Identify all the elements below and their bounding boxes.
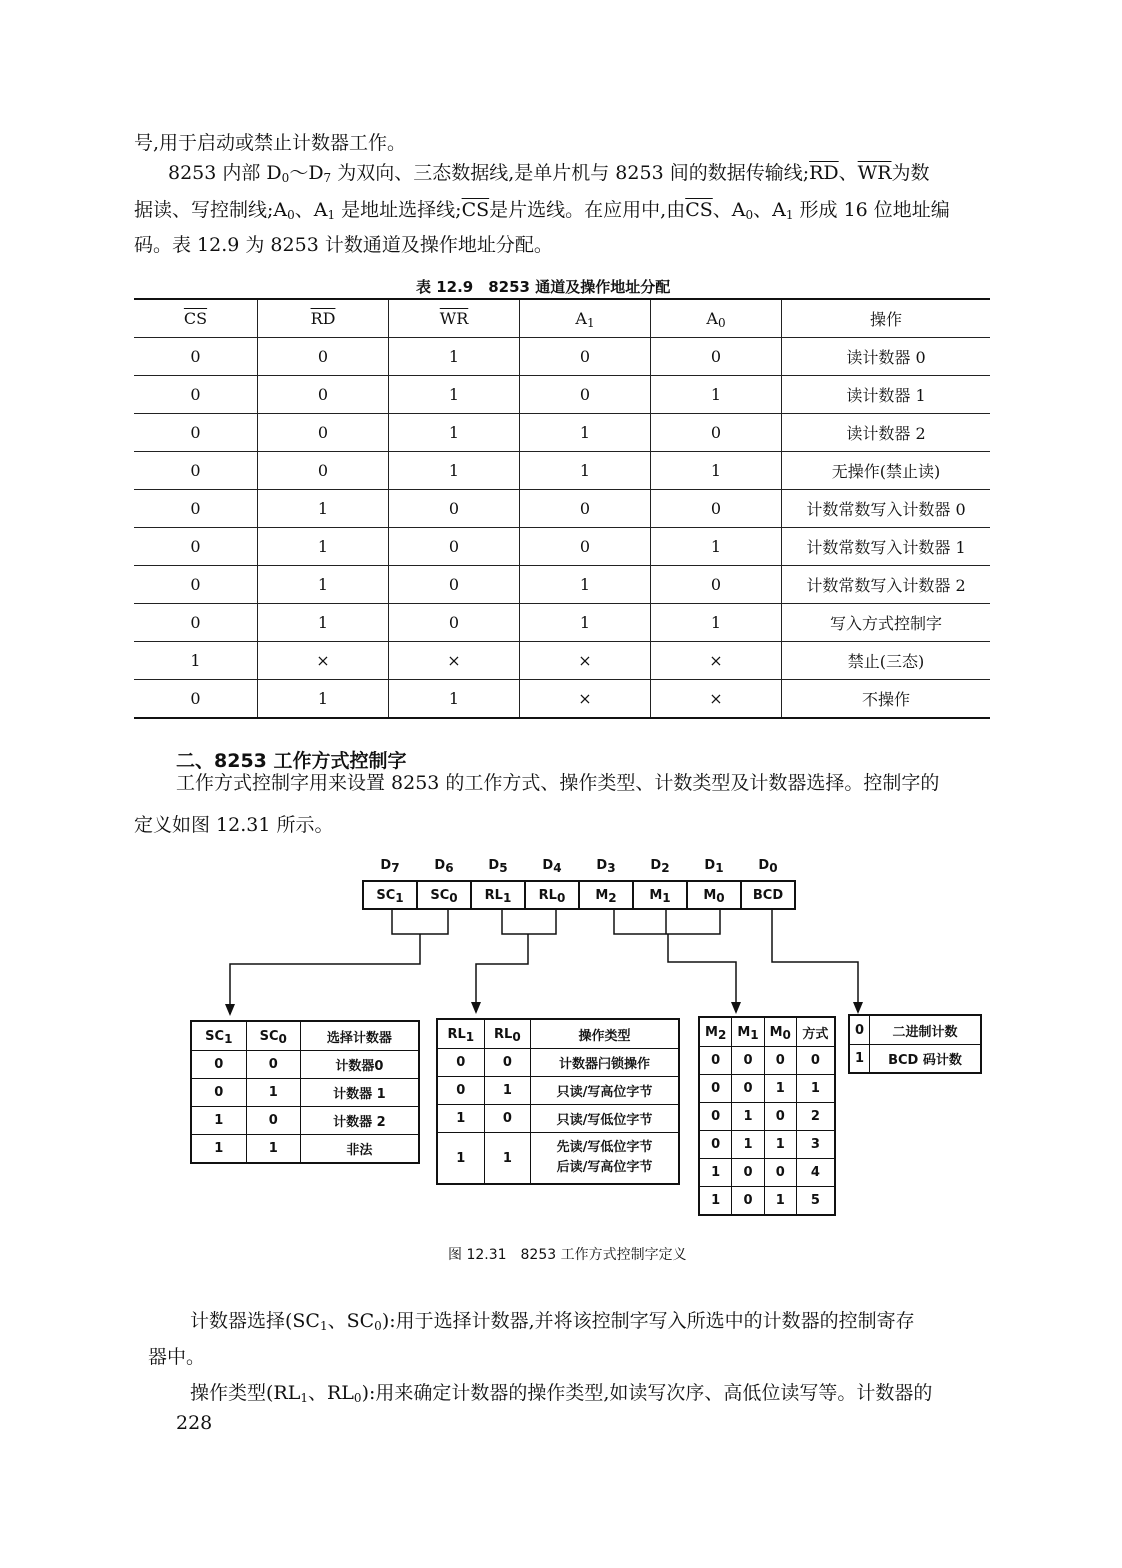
table-cell: × <box>651 642 782 680</box>
table-row <box>849 1015 981 1045</box>
header-operation: 操作 <box>782 299 991 338</box>
table-cell: 0 <box>134 528 258 566</box>
table-row <box>699 1047 835 1075</box>
table-row <box>437 1077 679 1105</box>
table-cell: 1 <box>389 680 520 719</box>
paragraph-line: 操作类型($RL_1$、$RL_0$):用来确定计数器的操作类型,如读写次序、高低位读写等。计数器的 <box>190 1382 933 1405</box>
table-cell: 1 <box>258 604 389 642</box>
table-cell: 0 <box>651 414 782 452</box>
bit-name: BCD <box>752 887 784 903</box>
rl-table <box>436 1018 680 1185</box>
table-cell: 0 <box>520 376 651 414</box>
table-cell: 1 <box>699 1187 732 1216</box>
bit-sub: 1 <box>502 890 512 905</box>
table-row <box>437 1105 679 1133</box>
table-cell: 0 <box>651 338 782 376</box>
table-row <box>849 1045 981 1074</box>
table-cell: 1 <box>258 566 389 604</box>
paragraph-line: 工作方式控制字用来设置 8253 的工作方式、操作类型、计数类型及计数器选择。控制字的 <box>176 772 940 794</box>
table-cell: 0 <box>732 1075 764 1103</box>
header-op-type: 操作类型 <box>531 1019 679 1049</box>
header-rl0: $RL_0$ <box>484 1019 530 1049</box>
table-cell: 3 <box>796 1131 835 1159</box>
table-cell: 0 <box>732 1047 764 1075</box>
table-cell: 1 <box>520 566 651 604</box>
table-cell: 1 <box>389 414 520 452</box>
table-row <box>191 1107 419 1135</box>
table-cell: 1 <box>191 1107 246 1135</box>
table-cell: 0 <box>796 1047 835 1075</box>
bit-label-text: D <box>704 858 716 873</box>
header-cs: $\overline{CS}$ <box>134 299 258 338</box>
header-sc1: $SC_1$ <box>191 1021 246 1051</box>
table-cell: 1 <box>389 338 520 376</box>
table-cell: 0 <box>246 1051 300 1079</box>
table-cell: 1 <box>796 1075 835 1103</box>
bit-name: SC <box>430 887 450 903</box>
table-cell: × <box>651 680 782 719</box>
table-cell: 1 <box>764 1131 796 1159</box>
paragraph-line: 据读、写控制线$;A_0$、$A_1$ 是地址选择线$;\overline{CS}$是片选线。在应用中,由$\overline{CS}$、$A_0$、$A_1$ 形成 16 位地址编 <box>134 199 950 222</box>
table-cell: 0 <box>520 490 651 528</box>
table-row <box>699 1187 835 1216</box>
table-cell: 0 <box>699 1131 732 1159</box>
header-a0: $A_0$ <box>651 299 782 338</box>
bit-label-text: D <box>488 858 500 873</box>
bit-label-text: D <box>434 858 446 873</box>
table-cell: 1 <box>651 528 782 566</box>
bit-label-sub: 2 <box>661 861 670 875</box>
table-cell: 0 <box>191 1079 246 1107</box>
table-cell: 读计数器 1 <box>782 376 991 414</box>
bit-name: M <box>649 887 663 903</box>
table-cell: 0 <box>134 604 258 642</box>
table-cell: 1 <box>258 490 389 528</box>
header-a1: $A_1$ <box>520 299 651 338</box>
table-cell: 禁止(三态) <box>782 642 991 680</box>
bit-name: M <box>595 887 609 903</box>
table-cell: 计数器0 <box>300 1051 419 1079</box>
table-cell: 0 <box>246 1107 300 1135</box>
table-caption: 表 12.9 8253 通道及操作地址分配 <box>416 278 671 296</box>
table-cell: 1 <box>651 452 782 490</box>
table-cell: 0 <box>134 414 258 452</box>
table-cell: 1 <box>437 1133 484 1185</box>
paragraph-line: 定义如图 12.31 所示。 <box>134 814 334 836</box>
table-cell <box>531 1133 679 1185</box>
table-cell: 4 <box>796 1159 835 1187</box>
bit-sub: 0 <box>449 890 458 905</box>
table-cell: 2 <box>796 1103 835 1131</box>
table-cell: 0 <box>389 528 520 566</box>
table-cell: 计数器闩锁操作 <box>531 1049 679 1077</box>
table-cell: 1 <box>699 1159 732 1187</box>
table-cell: 1 <box>191 1135 246 1164</box>
table-cell: 1 <box>651 604 782 642</box>
paragraph-line: 器中。 <box>148 1346 206 1368</box>
bit-label-sub: 6 <box>445 861 454 875</box>
bit-label-sub: 4 <box>553 861 562 875</box>
table-cell: 只读/写低位字节 <box>531 1105 679 1133</box>
bit-sub: 0 <box>716 890 725 905</box>
table-cell: × <box>520 642 651 680</box>
bit-label-text: D <box>650 858 662 873</box>
table-cell: 0 <box>258 338 389 376</box>
table-cell: 0 <box>258 452 389 490</box>
figure-caption: 图 12.31 8253 工作方式控制字定义 <box>448 1247 687 1263</box>
bit-sub: 2 <box>608 890 617 905</box>
table-cell: 0 <box>389 566 520 604</box>
table-cell: 写入方式控制字 <box>782 604 991 642</box>
header-sc0: $SC_0$ <box>246 1021 300 1051</box>
paragraph-line: 码。表 12.9 为 8253 计数通道及操作地址分配。 <box>134 234 553 256</box>
bit-sub: 1 <box>395 890 404 905</box>
table-header-row <box>699 1017 835 1047</box>
header-m0: $M_0$ <box>764 1017 796 1047</box>
table-cell: 1 <box>389 376 520 414</box>
bit-label-text: D <box>758 858 770 873</box>
table-cell: 1 <box>389 452 520 490</box>
table-cell: 1 <box>484 1133 530 1185</box>
table-cell: 0 <box>849 1015 869 1045</box>
cell-line: 后读/写高位字节 <box>556 1160 653 1175</box>
bit-label-text: D <box>596 858 608 873</box>
table-row <box>699 1103 835 1131</box>
table-row <box>699 1075 835 1103</box>
table-cell: 0 <box>484 1105 530 1133</box>
mode-table <box>698 1016 836 1216</box>
table-cell: 计数器 1 <box>300 1079 419 1107</box>
bit-label-text: D <box>380 858 392 873</box>
table-cell: 0 <box>258 414 389 452</box>
paragraph-line: 号,用于启动或禁止计数器工作。 <box>134 132 407 154</box>
header-wr: $\overline{WR}$ <box>389 299 520 338</box>
sc-table <box>190 1020 420 1164</box>
table-cell: 只读/写高位字节 <box>531 1077 679 1105</box>
header-mode: 方式 <box>796 1017 835 1047</box>
table-cell: 读计数器 2 <box>782 414 991 452</box>
table-cell: 0 <box>732 1159 764 1187</box>
bit-sub: 1 <box>662 890 671 905</box>
table-cell: 0 <box>134 490 258 528</box>
header-select-counter: 选择计数器 <box>300 1021 419 1051</box>
table-row <box>699 1159 835 1187</box>
table-cell: 0 <box>699 1047 732 1075</box>
table-cell: 0 <box>520 338 651 376</box>
table-row <box>699 1131 835 1159</box>
table-row <box>191 1135 419 1164</box>
bit-label-sub: 0 <box>769 861 778 875</box>
bit-label-sub: 7 <box>391 861 400 875</box>
bit-sub: 0 <box>556 890 566 905</box>
table-cell: 1 <box>246 1135 300 1164</box>
table-cell: 不操作 <box>782 680 991 719</box>
section-title: 二、8253 工作方式控制字 <box>176 750 407 772</box>
table-cell: 非法 <box>300 1135 419 1164</box>
table-cell: 0 <box>134 338 258 376</box>
page-number: 228 <box>176 1412 213 1434</box>
bit-name: SC <box>376 887 396 903</box>
table-row <box>437 1049 679 1077</box>
table-cell: 0 <box>389 604 520 642</box>
table-cell: 计数常数写入计数器 1 <box>782 528 991 566</box>
table-cell: 0 <box>764 1159 796 1187</box>
table-cell: 1 <box>732 1103 764 1131</box>
table-cell: 无操作(禁止读) <box>782 452 991 490</box>
paragraph-line: 8253 内部 $D_0\sim D_7$ 为双向、三态数据线,是单片机与 8253 间的数据传输线$;\overline{RD}$、$\overline{WR}$为数 <box>168 162 930 185</box>
table-cell: BCD 码计数 <box>869 1045 981 1074</box>
table-cell: 1 <box>246 1079 300 1107</box>
table-cell: 1 <box>520 452 651 490</box>
table-cell: × <box>258 642 389 680</box>
table-cell: 0 <box>134 452 258 490</box>
table-cell: 0 <box>651 490 782 528</box>
table-row <box>437 1133 679 1185</box>
table-cell: × <box>389 642 520 680</box>
table-cell: 计数常数写入计数器 2 <box>782 566 991 604</box>
table-row <box>191 1051 419 1079</box>
paragraph-line: 计数器选择($SC_1$、$SC_0$):用于选择计数器,并将该控制字写入所选中的计数器的控制寄存 <box>190 1310 915 1333</box>
bcd-table <box>848 1014 982 1074</box>
header-m2: $M_2$ <box>699 1017 732 1047</box>
table-cell: 1 <box>134 642 258 680</box>
header-m1: $M_1$ <box>732 1017 764 1047</box>
bit-label-text: D <box>542 858 554 873</box>
table-cell: 0 <box>437 1077 484 1105</box>
cell-line: 先读/写低位字节 <box>556 1140 653 1155</box>
table-cell: 5 <box>796 1187 835 1216</box>
table-cell: 1 <box>651 376 782 414</box>
table-cell: 1 <box>764 1187 796 1216</box>
table-cell: 0 <box>258 376 389 414</box>
table-cell: 1 <box>437 1105 484 1133</box>
table-cell: 0 <box>699 1103 732 1131</box>
table-cell: 0 <box>484 1049 530 1077</box>
table-cell: 计数器 2 <box>300 1107 419 1135</box>
bit-label-sub: 3 <box>607 861 616 875</box>
table-cell: 0 <box>134 680 258 719</box>
bit-label-sub: 1 <box>715 861 724 875</box>
header-rl1: $RL_1$ <box>437 1019 484 1049</box>
bit-name: RL <box>538 887 557 903</box>
header-rd: $\overline{RD}$ <box>258 299 389 338</box>
table-cell: 1 <box>732 1131 764 1159</box>
table-cell: 1 <box>258 528 389 566</box>
table-cell: 0 <box>699 1075 732 1103</box>
table-header-row <box>437 1019 679 1049</box>
table-cell: 1 <box>258 680 389 719</box>
table-cell: 0 <box>651 566 782 604</box>
table-cell: 1 <box>484 1077 530 1105</box>
bit-name: RL <box>484 887 503 903</box>
table-cell: 0 <box>520 528 651 566</box>
table-cell: 1 <box>764 1075 796 1103</box>
table-cell: 读计数器 0 <box>782 338 991 376</box>
table-cell: 1 <box>520 604 651 642</box>
bit-name: M <box>703 887 717 903</box>
table-cell: 1 <box>520 414 651 452</box>
table-cell: 0 <box>732 1187 764 1216</box>
table-cell: 0 <box>764 1103 796 1131</box>
table-cell: 二进制计数 <box>869 1015 981 1045</box>
table-cell: 0 <box>191 1051 246 1079</box>
table-cell: 0 <box>764 1047 796 1075</box>
table-cell: 0 <box>134 566 258 604</box>
table-cell: 0 <box>134 376 258 414</box>
table-cell: 0 <box>437 1049 484 1077</box>
table-cell: 1 <box>849 1045 869 1074</box>
table-header-row <box>191 1021 419 1051</box>
bit-label-sub: 5 <box>499 861 508 875</box>
table-cell: 计数常数写入计数器 0 <box>782 490 991 528</box>
table-cell: 0 <box>389 490 520 528</box>
table-cell: × <box>520 680 651 719</box>
table-row <box>191 1079 419 1107</box>
